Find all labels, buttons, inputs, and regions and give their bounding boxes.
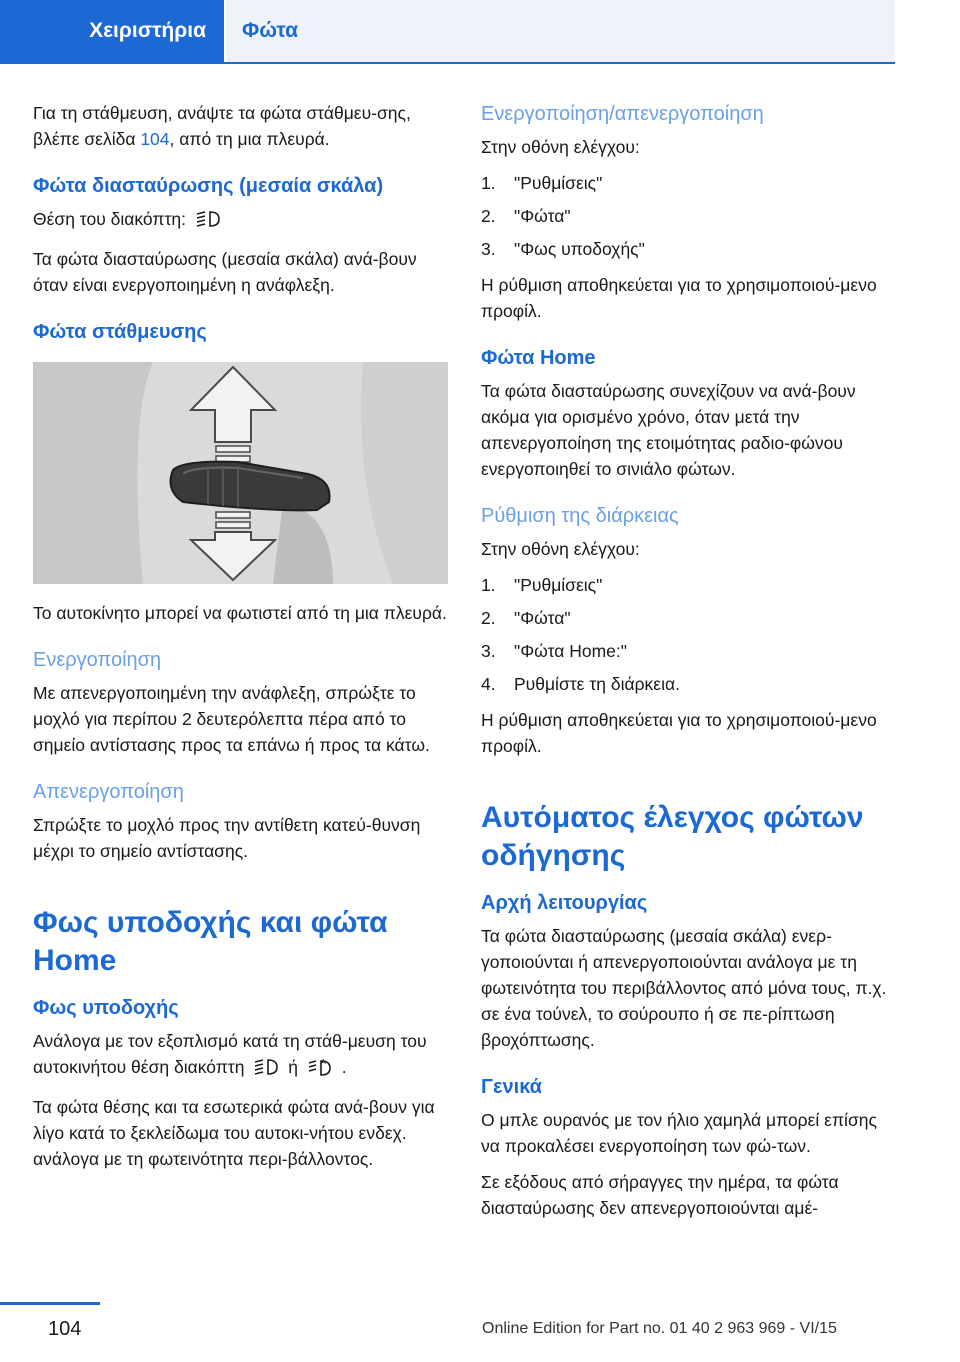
page-link[interactable]: 104 (140, 129, 170, 149)
edition-note: Online Edition for Part no. 01 40 2 963 969 - VI/15 (482, 1320, 837, 1337)
welcome-text-b: Τα φώτα θέσης και τα εσωτερικά φώτα ανά‐βουν για λίγο κατά το ξεκλείδωμα του αυτοκι‐νήτου ενδεχ. ανάλογα με τη φωτεινότητα περι‐βάλλοντος. (33, 1097, 435, 1169)
low-beam-icon (195, 209, 221, 236)
home-text: Τα φώτα διασταύρωσης συνεχίζουν να ανά‐βουν ακόμα για ορισμένο χρόνο, όταν μετά την απενεργοποίηση της ετοιμότητας ραδιο‐φώνου ενεργοποιηθεί το σινιάλο φώτων. (481, 381, 856, 479)
heading-activate: Ενεργοποίηση (33, 649, 162, 671)
heading-welcome-home: Φως υποδοχής και φώτα Home (33, 906, 388, 977)
heading-duration: Ρύθμιση της διάρκειας (481, 505, 679, 527)
general-text-2: Σε εξόδους από σήραγγες την ημέρα, τα φώτα διασταύρωσης δεν απενεργοποιούνται αμέ‐ (481, 1172, 839, 1218)
heading-welcome-light: Φως υποδοχής (33, 997, 179, 1019)
footer-rule (0, 1302, 100, 1305)
list-item: 3. "Φως υποδοχής" (481, 239, 645, 259)
list-item: 1. "Ρυθμίσεις" (481, 173, 603, 193)
switch-position-line: Θέση του διακόπτη: (33, 206, 448, 236)
general-text-1: Ο μπλε ουρανός με τον ήλιο χαμηλά μπορεί επίσης να προκαλέσει ενεργοποίηση των φώ‐των. (481, 1110, 877, 1156)
header-underline (0, 62, 895, 64)
heading-principle: Αρχή λειτουργίας (481, 892, 648, 914)
heading-deactivate: Απενεργοποίηση (33, 781, 184, 803)
list-item: 3. "Φώτα Home:" (481, 641, 627, 661)
heading-parking-lights: Φώτα στάθμευσης (33, 321, 207, 343)
saved-text: Η ρύθμιση αποθηκεύεται για το χρησιμοποιού‐μενο προφίλ. (481, 275, 877, 321)
heading-on-off: Ενεργοποίηση/απενεργοποίηση (481, 103, 764, 125)
heading-home-lights: Φώτα Home (481, 347, 596, 369)
intro-paragraph: Για τη στάθμευση, ανάψτε τα φώτα στάθμευ‐σης, βλέπε σελίδα 104, από τη μια πλευρά. (33, 103, 411, 149)
header-bar (0, 0, 895, 62)
deactivate-text: Σπρώξτε το μοχλό προς την αντίθετη κατεύ‐θυνση μέχρι το σημείο αντίστασης. (33, 815, 421, 861)
tab-lights[interactable]: Φώτα (226, 0, 895, 62)
activate-text: Με απενεργοποιημένη την ανάφλεξη, σπρώξτε το μοχλό για περίπου 2 δευτερόλεπτα πέρα από το σημείο αντίστασης προς τα επάνω ή προς τα κάτω. (33, 683, 430, 755)
list-item: 2. "Φώτα" (481, 608, 571, 628)
list-item: 4. Ρυθμίστε τη διάρκεια. (481, 674, 680, 694)
steps-list-1 (481, 170, 896, 262)
welcome-text-a: Ανάλογα με τον εξοπλισμό κατά τη στάθ‐μευση του αυτοκινήτου θέση διακόπτη ή A . (33, 1028, 448, 1084)
low-beam-icon (253, 1057, 279, 1084)
list-item: 2. "Φώτα" (481, 206, 571, 226)
right-column (481, 100, 896, 1231)
svg-text:A: A (320, 1058, 326, 1066)
figure-caption: Το αυτοκίνητο μπορεί να φωτιστεί από τη μια πλευρά. (33, 603, 447, 623)
principle-text: Τα φώτα διασταύρωσης (μεσαία σκάλα) ενερ‐γοποιούνται ή απενεργοποιούνται ανάλογα με τη φωτεινότητα του περιβάλλοντος από μόνα τους, π.χ. σε ένα τούνελ, το σούρουπο ή σε πε‐ρίπτωση βροχόπτωσης. (481, 926, 887, 1050)
steps-list-2 (481, 572, 896, 697)
left-column (33, 100, 448, 1182)
heading-auto-control: Αυτόματος έλεγχος φώτων οδήγησης (481, 801, 864, 872)
screen-label-2: Στην οθόνη ελέγχου: (481, 539, 640, 559)
page-number: 104 (48, 1318, 82, 1340)
heading-general: Γενικά (481, 1076, 542, 1098)
tab-controls[interactable]: Χειριστήρια (0, 0, 224, 62)
list-item: 1. "Ρυθμίσεις" (481, 575, 603, 595)
saved-text-2: Η ρύθμιση αποθηκεύεται για το χρησιμοποιού‐μενο προφίλ. (481, 710, 877, 756)
screen-label: Στην οθόνη ελέγχου: (481, 137, 640, 157)
lever-illustration (33, 362, 448, 584)
auto-light-icon (307, 1057, 333, 1084)
side-lights-text: Τα φώτα διασταύρωσης (μεσαία σκάλα) ανά‐βουν όταν είναι ενεργοποιημένη η ανάφλεξη. (33, 249, 417, 295)
heading-side-lights: Φώτα διασταύρωσης (μεσαία σκάλα) (33, 175, 384, 197)
